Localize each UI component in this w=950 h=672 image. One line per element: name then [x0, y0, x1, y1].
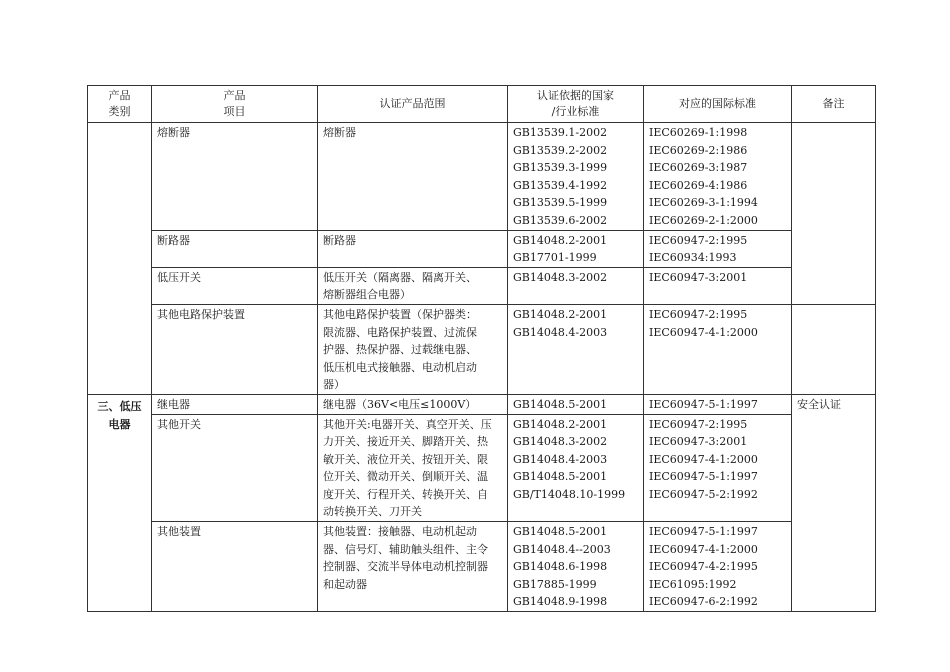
- item-cell: 继电器: [152, 394, 318, 414]
- remark-cell-empty: [792, 123, 876, 305]
- category-cell: 三、低压 电器: [88, 394, 152, 611]
- scope-cell: 其他开关:电器开关、真空开关、压 力开关、接近开关、脚踏开关、热 敏开关、液位开关、按钮开关、限 位开关、微动开关、倒顺开关、温 度开关、行程开关、转换开关、自 动转换开关、刀开关: [318, 414, 508, 522]
- scope-cell: 低压开关（隔离器、隔离开关、 熔断器组合电器）: [318, 267, 508, 304]
- header-scope: 认证产品范围: [318, 86, 508, 123]
- international-standard-cell: IEC60947-2:1995 IEC60947-4-1:2000: [644, 304, 792, 394]
- national-standard-cell: GB14048.2-2001 GB17701-1999: [508, 230, 644, 267]
- national-standard-cell: GB14048.2-2001 GB14048.3-2002 GB14048.4-2003 GB14048.5-2001 GB/T14048.10-1999: [508, 414, 644, 522]
- scope-cell: 熔断器: [318, 123, 508, 231]
- item-cell: 其他电路保护装置: [152, 304, 318, 394]
- international-standard-cell: IEC60947-2:1995 IEC60947-3:2001 IEC60947-4-1:2000 IEC60947-5-1:1997 IEC60947-5-2:1992: [644, 414, 792, 522]
- international-standard-cell: IEC60947-2:1995 IEC60934:1993: [644, 230, 792, 267]
- table-row: [88, 522, 876, 612]
- item-cell: 其他开关: [152, 414, 318, 522]
- header-international-standard: 对应的国际标准: [644, 86, 792, 123]
- table-row: [88, 304, 876, 394]
- national-standard-cell: GB13539.1-2002 GB13539.2-2002 GB13539.3-1999 GB13539.4-1992 GB13539.5-1999 GB13539.6-2002: [508, 123, 644, 231]
- international-standard-cell: IEC60947-5-1:1997 IEC60947-4-1:2000 IEC60947-4-2:1995 IEC61095:1992 IEC60947-6-2:1992: [644, 522, 792, 612]
- international-standard-cell: IEC60947-5-1:1997: [644, 394, 792, 414]
- scope-cell: 其他装置：接触器、电动机起动 器、信号灯、辅助触头组件、主令 控制器、交流半导体电动机控制器 和起动器: [318, 522, 508, 612]
- item-cell: 熔断器: [152, 123, 318, 231]
- header-category: 产品 类别: [88, 86, 152, 123]
- table-row: [88, 267, 876, 304]
- category-cell-empty: [88, 123, 152, 395]
- national-standard-cell: GB14048.5-2001 GB14048.4--2003 GB14048.6-1998 GB17885-1999 GB14048.9-1998: [508, 522, 644, 612]
- certification-table: [87, 85, 876, 612]
- national-standard-cell: GB14048.2-2001 GB14048.4-2003: [508, 304, 644, 394]
- table-row: [88, 123, 876, 231]
- table-row: [88, 230, 876, 267]
- national-standard-cell: GB14048.5-2001: [508, 394, 644, 414]
- remark-cell-empty: [792, 304, 876, 394]
- table-row: [88, 394, 876, 414]
- international-standard-cell: IEC60269-1:1998 IEC60269-2:1986 IEC60269-3:1987 IEC60269-4:1986 IEC60269-3-1:1994 IEC60269-2-1:2000: [644, 123, 792, 231]
- item-cell: 低压开关: [152, 267, 318, 304]
- international-standard-cell: IEC60947-3:2001: [644, 267, 792, 304]
- scope-cell: 断路器: [318, 230, 508, 267]
- header-national-standard: 认证依据的国家 /行业标准: [508, 86, 644, 123]
- national-standard-cell: GB14048.3-2002: [508, 267, 644, 304]
- item-cell: 其他装置: [152, 522, 318, 612]
- header-remark: 备注: [792, 86, 876, 123]
- remark-cell: 安全认证: [792, 394, 876, 611]
- scope-cell: 继电器（36V<电压≤1000V）: [318, 394, 508, 414]
- item-cell: 断路器: [152, 230, 318, 267]
- table-header-row: [88, 86, 876, 123]
- table-row: [88, 414, 876, 522]
- header-item: 产品 项目: [152, 86, 318, 123]
- scope-cell: 其他电路保护装置（保护器类： 限流器、电路保护装置、过流保 护器、热保护器、过载继电器、 低压机电式接触器、电动机启动 器）: [318, 304, 508, 394]
